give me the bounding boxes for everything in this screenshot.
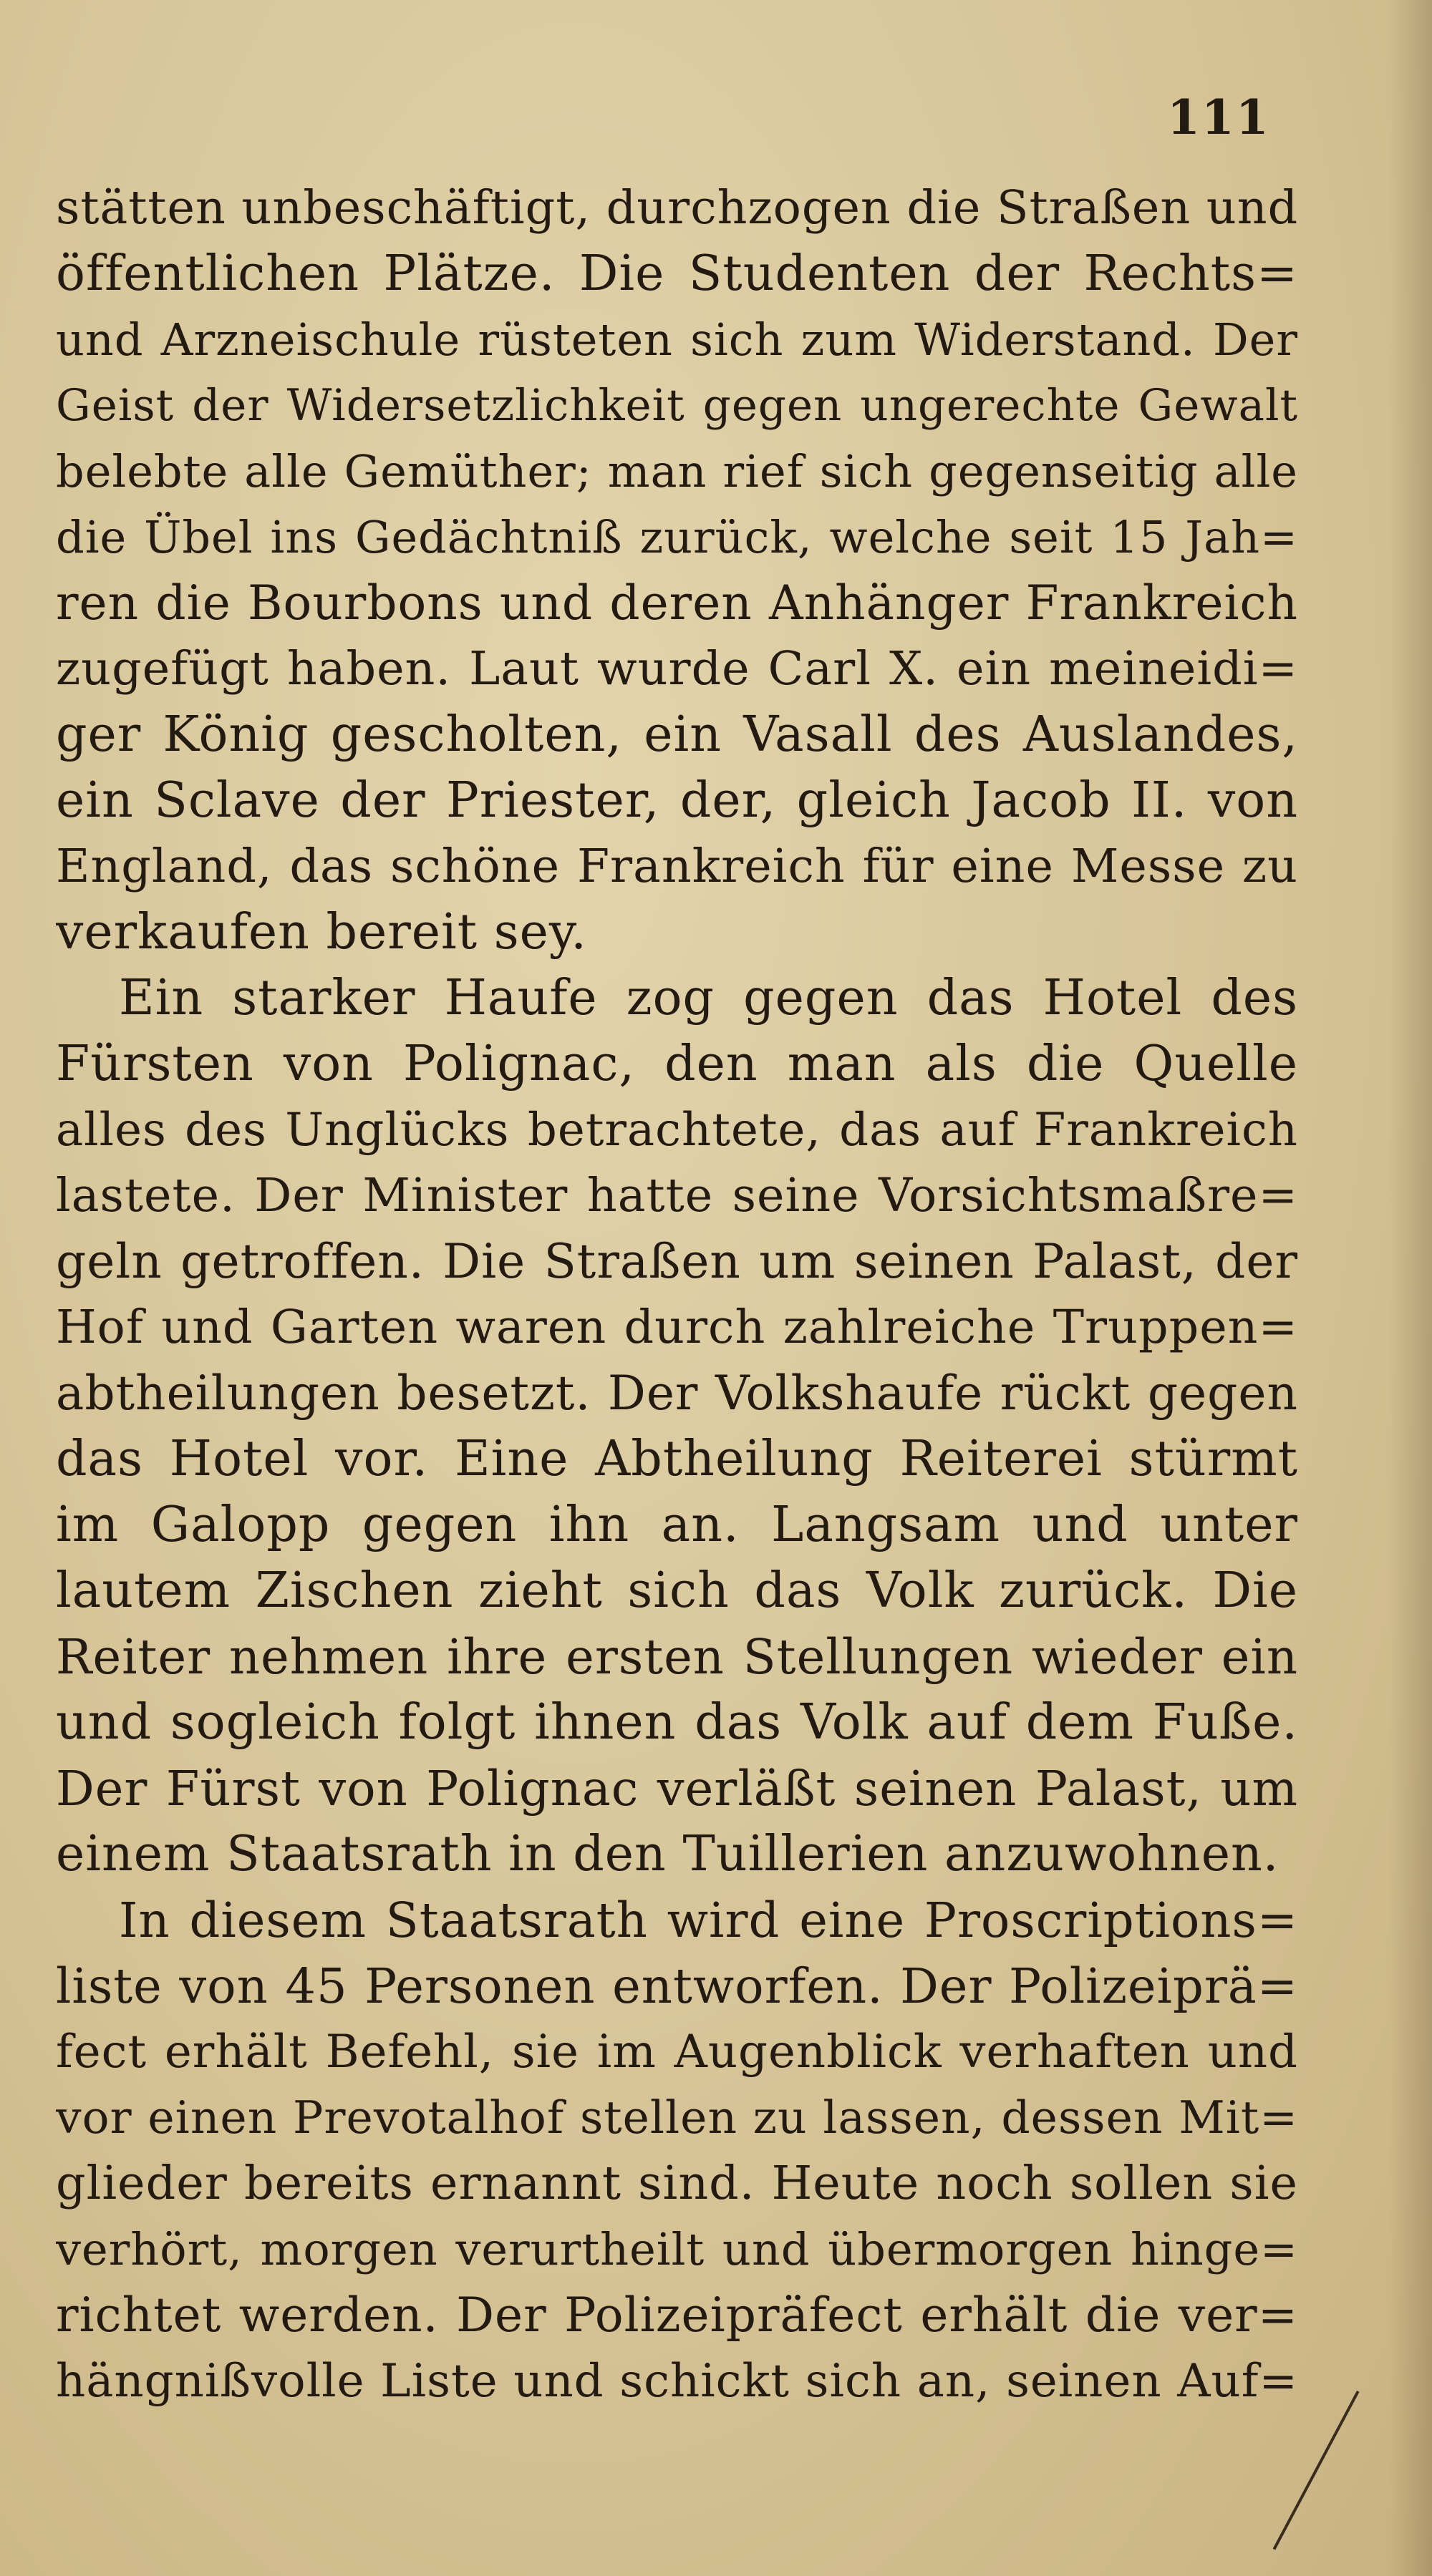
text-line: und sogleich folgt ihnen das Volk auf dem Fuße. — [56, 1694, 1298, 1751]
text-line: hängnißvolle Liste und schickt sich an, seinen Auf= — [56, 2355, 1298, 2408]
text-line: Fürsten von Polignac, den man als die Quelle — [56, 1036, 1298, 1092]
text-line: öffentlichen Plätze. Die Studenten der Rechts= — [56, 246, 1298, 302]
text-line: im Galopp gegen ihn an. Langsam und unter — [56, 1497, 1298, 1553]
text-line: lautem Zischen zieht sich das Volk zurück. Die — [56, 1562, 1298, 1619]
text-line: Reiter nehmen ihre ersten Stellungen wieder ein — [56, 1629, 1298, 1685]
text-line: abtheilungen besetzt. Der Volkshaufe rückt gegen — [56, 1366, 1298, 1421]
text-line: England, das schöne Frankreich für eine Messe zu — [56, 840, 1298, 893]
text-line: verhört, morgen verurtheilt und übermorgen hinge= — [56, 2223, 1298, 2275]
text-line: Der Fürst von Polignac verläßt seinen Palast, um — [56, 1761, 1298, 1817]
text-line: liste von 45 Personen entworfen. Der Polizeiprä= — [56, 1958, 1298, 2014]
text-line: lastete. Der Minister hatte seine Vorsichtsmaßre= — [56, 1169, 1298, 1223]
text-line: verkaufen bereit sey. — [56, 904, 587, 961]
text-line: Geist der Widersetzlichkeit gegen ungerechte Gewalt — [56, 380, 1298, 431]
text-line: Hof und Garten waren durch zahlreiche Truppen= — [56, 1301, 1298, 1354]
text-line: belebte alle Gemüther; man rief sich gegenseitig alle — [56, 445, 1298, 497]
body-text — [56, 175, 1298, 2414]
text-line: geln getroffen. Die Straßen um seinen Palast, der — [56, 1234, 1298, 1289]
text-line: zugefügt haben. Laut wurde Carl X. ein meineidi= — [56, 642, 1298, 696]
text-line: Ein starker Haufe zog gegen das Hotel des — [119, 970, 1298, 1026]
text-line: die Übel ins Gedächtniß zurück, welche seit 15 Jah= — [56, 511, 1298, 563]
text-line: glieder bereits ernannt sind. Heute noch sollen sie — [56, 2157, 1298, 2210]
text-line: ger König gescholten, ein Vasall des Auslandes, — [56, 706, 1298, 763]
text-line: ein Sclave der Priester, der, gleich Jacob II. von — [56, 772, 1298, 829]
text-line: das Hotel vor. Eine Abtheilung Reiterei stürmt — [56, 1431, 1298, 1487]
text-line: fect erhält Befehl, sie im Augenblick verhaften und — [56, 2026, 1298, 2079]
page-number: 111 — [1167, 89, 1270, 145]
paragraph-1 — [56, 175, 1298, 966]
text-line: vor einen Prevotalhof stellen zu lassen, dessen Mit= — [56, 2091, 1298, 2144]
text-line: und Arzneischule rüsteten sich zum Widerstand. Der — [56, 314, 1298, 366]
paragraph-2 — [56, 966, 1298, 1887]
text-line: einem Staatsrath in den Tuillerien anzuwohnen. — [56, 1826, 1279, 1882]
text-line: stätten unbeschäftigt, durchzogen die Straßen und — [56, 181, 1298, 235]
text-line: In diesem Staatsrath wird eine Proscriptions= — [119, 1892, 1298, 1948]
text-line: richtet werden. Der Polizeipräfect erhält die ver= — [56, 2288, 1298, 2343]
text-line: alles des Unglücks betrachtete, das auf Frankreich — [56, 1104, 1298, 1157]
paragraph-3 — [56, 1887, 1298, 2414]
page-edge-mark — [1273, 2391, 1360, 2550]
text-line: ren die Bourbons und deren Anhänger Frankreich — [56, 575, 1298, 631]
